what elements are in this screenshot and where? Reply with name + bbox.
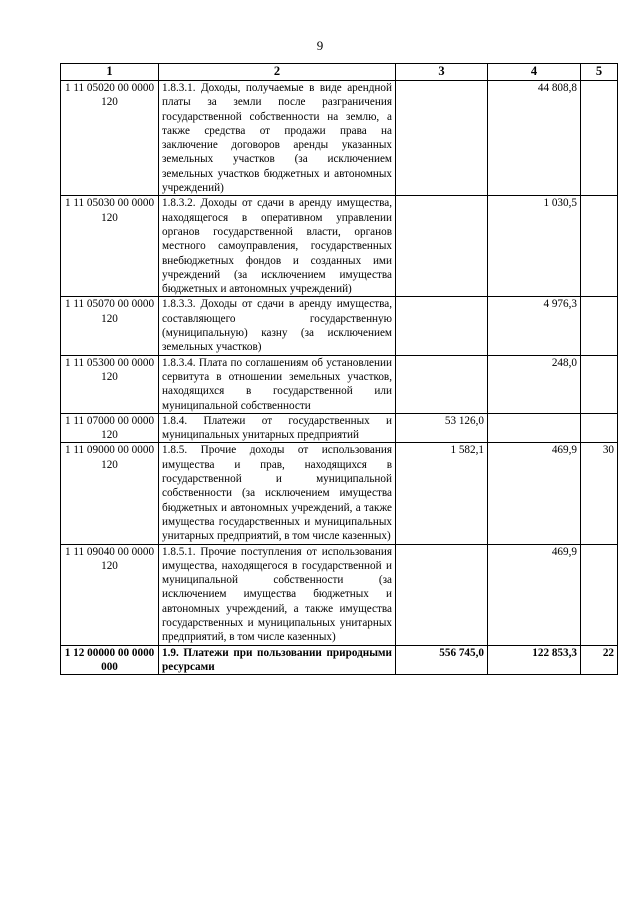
column-header-2: 2 xyxy=(159,64,396,81)
row-col4 xyxy=(488,413,581,443)
row-description: 1.8.3.4. Плата по соглашениям об установлении сервитута в отношении земельных участков, находящихся в государственной или муниципальной собственности xyxy=(159,355,396,413)
row-col3 xyxy=(396,297,488,355)
row-description: 1.8.5. Прочие доходы от использования имущества и прав, находящихся в государственной и муниципальной собственности (за исключением имущества бюджетных и автономных учреждений, а также имущества государственных и муниципальных унитарных предприятий, в том числе казенных) xyxy=(159,443,396,544)
row-description: 1.8.4. Платежи от государственных и муниципальных унитарных предприятий xyxy=(159,413,396,443)
column-header-1: 1 xyxy=(61,64,159,81)
table-row xyxy=(61,355,618,413)
row-description: 1.8.3.1. Доходы, получаемые в виде арендной платы за земли после разграничения государственной собственности на землю, а также средства от продажи права на заключение договоров аренды указанных земельных участков (за исключением земельных участков бюджетных и автономных учреждений) xyxy=(159,81,396,196)
table-row xyxy=(61,81,618,196)
total-row xyxy=(61,645,618,675)
row-code: 1 11 09040 00 0000 120 xyxy=(61,544,159,645)
table-header-row xyxy=(61,64,618,81)
column-header-5: 5 xyxy=(581,64,618,81)
total-code: 1 12 00000 00 0000 000 xyxy=(61,645,159,675)
column-header-3: 3 xyxy=(396,64,488,81)
row-code: 1 11 05020 00 0000 120 xyxy=(61,81,159,196)
row-col4: 469,9 xyxy=(488,544,581,645)
row-col5 xyxy=(581,196,618,297)
row-col4: 4 976,3 xyxy=(488,297,581,355)
row-col3 xyxy=(396,81,488,196)
row-col4: 248,0 xyxy=(488,355,581,413)
total-col5: 22 xyxy=(581,645,618,675)
row-code: 1 11 05070 00 0000 120 xyxy=(61,297,159,355)
table-row xyxy=(61,196,618,297)
row-code: 1 11 09000 00 0000 120 xyxy=(61,443,159,544)
table-row xyxy=(61,413,618,443)
budget-table xyxy=(60,63,618,675)
row-col5 xyxy=(581,81,618,196)
total-description: 1.9. Платежи при пользовании природными ресурсами xyxy=(159,645,396,675)
row-col5 xyxy=(581,297,618,355)
row-col5: 30 xyxy=(581,443,618,544)
row-col3 xyxy=(396,544,488,645)
row-col5 xyxy=(581,355,618,413)
row-col3 xyxy=(396,196,488,297)
row-code: 1 11 07000 00 0000 120 xyxy=(61,413,159,443)
table-row xyxy=(61,544,618,645)
row-col4: 44 808,8 xyxy=(488,81,581,196)
total-col3: 556 745,0 xyxy=(396,645,488,675)
row-col3: 1 582,1 xyxy=(396,443,488,544)
row-code: 1 11 05300 00 0000 120 xyxy=(61,355,159,413)
column-header-4: 4 xyxy=(488,64,581,81)
row-col5 xyxy=(581,544,618,645)
table-row xyxy=(61,297,618,355)
row-col3 xyxy=(396,355,488,413)
row-col5 xyxy=(581,413,618,443)
row-description: 1.8.3.3. Доходы от сдачи в аренду имущества, составляющего государственную (муниципальную) казну (за исключением земельных участков) xyxy=(159,297,396,355)
table-row xyxy=(61,443,618,544)
row-col4: 469,9 xyxy=(488,443,581,544)
total-col4: 122 853,3 xyxy=(488,645,581,675)
row-description: 1.8.3.2. Доходы от сдачи в аренду имущества, находящегося в оперативном управлении органов государственной власти, органов местного самоуправления, государственных внебюджетных фондов и созданных ими учреждений (за исключением имущества бюджетных и автономных учреждений) xyxy=(159,196,396,297)
row-col3: 53 126,0 xyxy=(396,413,488,443)
page-number: 9 xyxy=(316,38,324,53)
row-description: 1.8.5.1. Прочие поступления от использования имущества, находящегося в государственной и муниципальной собственности (за исключением имущества бюджетных и автономных учреждений, а также имущества государственных и муниципальных унитарных предприятий, в том числе казенных) xyxy=(159,544,396,645)
row-col4: 1 030,5 xyxy=(488,196,581,297)
row-code: 1 11 05030 00 0000 120 xyxy=(61,196,159,297)
